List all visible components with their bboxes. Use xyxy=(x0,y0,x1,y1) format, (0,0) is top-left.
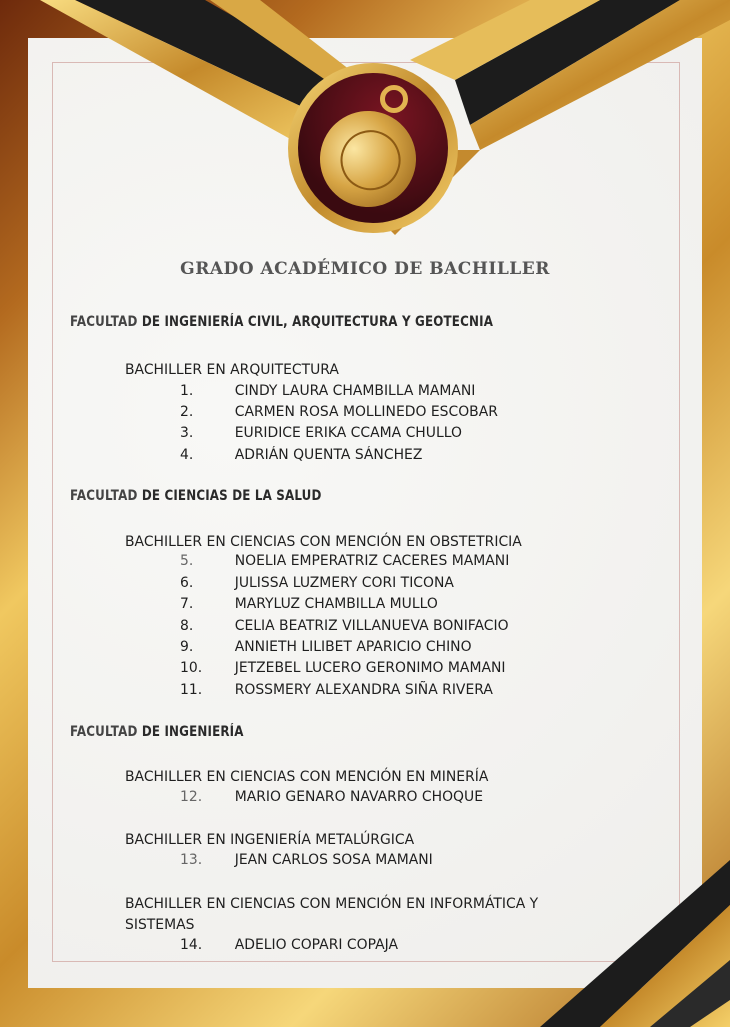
faculty-heading: FACULTAD DE INGENIERÍA xyxy=(70,724,244,740)
student-row: 13. JEAN CARLOS SOSA MAMANI xyxy=(180,852,433,868)
student-row: 2. CARMEN ROSA MOLLINEDO ESCOBAR xyxy=(180,404,498,420)
student-row: 3. EURIDICE ERIKA CCAMA CHULLO xyxy=(180,425,462,441)
student-row: 4. ADRIÁN QUENTA SÁNCHEZ xyxy=(180,447,423,463)
student-row: 1. CINDY LAURA CHAMBILLA MAMANI xyxy=(180,383,476,399)
student-row: 6. JULISSA LUZMERY CORI TICONA xyxy=(180,575,454,591)
degree-label: BACHILLER EN CIENCIAS CON MENCIÓN EN OBSTETRICIA xyxy=(125,534,522,550)
student-row: 5. NOELIA EMPERATRIZ CACERES MAMANI xyxy=(180,553,510,569)
student-row: 7. MARYLUZ CHAMBILLA MULLO xyxy=(180,596,438,612)
faculty-heading: FACULTAD DE INGENIERÍA CIVIL, ARQUITECTURA Y GEOTECNIA xyxy=(70,314,494,330)
degree-label: BACHILLER EN CIENCIAS CON MENCIÓN EN MINERÍA xyxy=(125,769,489,785)
faculty-heading: FACULTAD DE CIENCIAS DE LA SALUD xyxy=(70,488,322,504)
degree-label: BACHILLER EN CIENCIAS CON MENCIÓN EN INFORMÁTICA Y SISTEMAS xyxy=(125,896,539,933)
student-row: 8. CELIA BEATRIZ VILLANUEVA BONIFACIO xyxy=(180,618,509,634)
student-row: 11. ROSSMERY ALEXANDRA SIÑA RIVERA xyxy=(180,682,493,698)
page-title: GRADO ACADÉMICO DE BACHILLER xyxy=(180,259,550,279)
student-row: 14. ADELIO COPARI COPAJA xyxy=(180,937,398,953)
student-row: 12. MARIO GENARO NAVARRO CHOQUE xyxy=(180,789,483,805)
degree-label: BACHILLER EN INGENIERÍA METALÚRGICA xyxy=(125,832,415,848)
student-row: 10. JETZEBEL LUCERO GERONIMO MAMANI xyxy=(180,660,506,676)
medal-photo xyxy=(288,63,458,233)
degree-label: BACHILLER EN ARQUITECTURA xyxy=(125,362,339,378)
student-row: 9. ANNIETH LILIBET APARICIO CHINO xyxy=(180,639,472,655)
